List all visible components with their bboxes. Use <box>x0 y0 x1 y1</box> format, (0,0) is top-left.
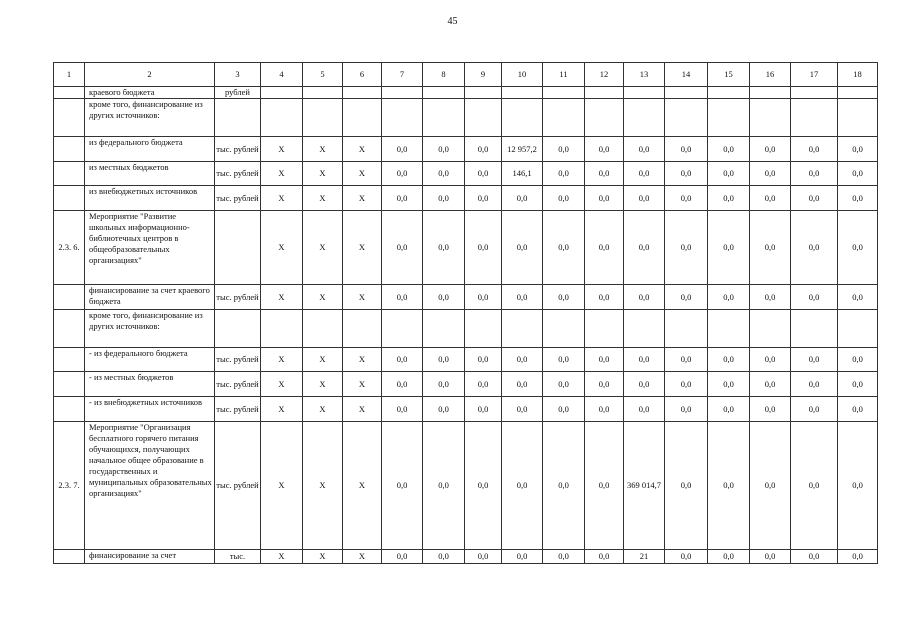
value-cell: X <box>261 372 303 397</box>
value-cell <box>750 99 791 137</box>
value-cell: 0,0 <box>708 397 750 422</box>
value-cell <box>585 99 624 137</box>
value-cell: X <box>261 422 303 550</box>
value-cell: X <box>303 550 343 564</box>
row-number-cell <box>54 137 85 162</box>
value-cell: 0,0 <box>750 372 791 397</box>
value-cell <box>585 310 624 348</box>
header-cell: 18 <box>838 63 878 87</box>
value-cell <box>343 310 382 348</box>
value-cell <box>423 310 465 348</box>
value-cell: 12 957,2 <box>502 137 543 162</box>
row-name-cell: кроме того, финансирование из других источников: <box>85 99 215 137</box>
page-number: 45 <box>447 16 458 27</box>
value-cell: 0,0 <box>382 348 423 372</box>
value-cell: 0,0 <box>708 550 750 564</box>
value-cell: X <box>343 550 382 564</box>
value-cell: 0,0 <box>624 372 665 397</box>
value-cell: 0,0 <box>624 137 665 162</box>
header-cell: 13 <box>624 63 665 87</box>
header-cell: 12 <box>585 63 624 87</box>
value-cell <box>261 87 303 99</box>
value-cell: 0,0 <box>665 137 708 162</box>
value-cell <box>382 87 423 99</box>
value-cell: 0,0 <box>750 137 791 162</box>
value-cell: 0,0 <box>585 162 624 186</box>
value-cell: 0,0 <box>382 372 423 397</box>
row-unit-cell: тыс. рублей <box>215 285 261 310</box>
value-cell <box>303 99 343 137</box>
header-cell: 14 <box>665 63 708 87</box>
value-cell: 0,0 <box>750 186 791 211</box>
row-unit-cell <box>215 99 261 137</box>
value-cell: X <box>261 186 303 211</box>
value-cell: 0,0 <box>791 137 838 162</box>
value-cell: 0,0 <box>502 348 543 372</box>
value-cell: 0,0 <box>791 372 838 397</box>
value-cell: 0,0 <box>543 285 585 310</box>
header-cell: 8 <box>423 63 465 87</box>
value-cell: X <box>261 397 303 422</box>
value-cell <box>303 310 343 348</box>
row-number-cell: 2.3. 7. <box>54 422 85 550</box>
value-cell: 0,0 <box>838 422 878 550</box>
value-cell: X <box>303 372 343 397</box>
row-name-cell: - из местных бюджетов <box>85 372 215 397</box>
value-cell: 0,0 <box>665 372 708 397</box>
value-cell: 0,0 <box>423 285 465 310</box>
row-number-cell: 2.3. 6. <box>54 211 85 285</box>
value-cell: 0,0 <box>465 372 502 397</box>
row-name-cell: Мероприятие "Развитие школьных информационно-библиотечных центров в общеобразовательных организациях" <box>85 211 215 285</box>
table-row <box>54 186 878 211</box>
value-cell: 0,0 <box>585 397 624 422</box>
value-cell: 0,0 <box>708 137 750 162</box>
value-cell: X <box>303 162 343 186</box>
value-cell: 0,0 <box>838 162 878 186</box>
value-cell: 0,0 <box>465 186 502 211</box>
value-cell <box>838 310 878 348</box>
value-cell: 0,0 <box>502 186 543 211</box>
value-cell: 0,0 <box>465 162 502 186</box>
value-cell: 0,0 <box>624 211 665 285</box>
value-cell <box>708 87 750 99</box>
value-cell: 0,0 <box>708 162 750 186</box>
value-cell: 0,0 <box>791 550 838 564</box>
value-cell <box>665 310 708 348</box>
row-unit-cell: тыс. рублей <box>215 137 261 162</box>
value-cell: 0,0 <box>423 348 465 372</box>
value-cell: 0,0 <box>791 285 838 310</box>
header-cell: 15 <box>708 63 750 87</box>
value-cell: 0,0 <box>382 211 423 285</box>
value-cell <box>665 87 708 99</box>
row-unit-cell: тыс. рублей <box>215 348 261 372</box>
value-cell: 0,0 <box>750 422 791 550</box>
value-cell <box>543 310 585 348</box>
header-cell: 1 <box>54 63 85 87</box>
value-cell <box>708 310 750 348</box>
value-cell: 0,0 <box>708 285 750 310</box>
table-row <box>54 310 878 348</box>
value-cell: 0,0 <box>838 285 878 310</box>
row-number-cell <box>54 285 85 310</box>
value-cell <box>465 310 502 348</box>
value-cell: 0,0 <box>423 162 465 186</box>
value-cell: 0,0 <box>502 211 543 285</box>
header-cell: 9 <box>465 63 502 87</box>
row-name-cell: краевого бюджета <box>85 87 215 99</box>
value-cell: 21 <box>624 550 665 564</box>
value-cell: 0,0 <box>465 285 502 310</box>
value-cell <box>343 99 382 137</box>
value-cell: 0,0 <box>585 211 624 285</box>
table-row <box>54 211 878 285</box>
row-unit-cell: рублей <box>215 87 261 99</box>
header-cell: 10 <box>502 63 543 87</box>
row-number-cell <box>54 397 85 422</box>
value-cell: 0,0 <box>791 186 838 211</box>
value-cell: 0,0 <box>423 397 465 422</box>
value-cell <box>343 87 382 99</box>
value-cell: 0,0 <box>708 372 750 397</box>
value-cell: X <box>303 211 343 285</box>
value-cell: 0,0 <box>665 211 708 285</box>
value-cell: 0,0 <box>543 137 585 162</box>
value-cell: 0,0 <box>585 422 624 550</box>
value-cell: X <box>303 137 343 162</box>
value-cell: 0,0 <box>585 372 624 397</box>
value-cell: X <box>261 550 303 564</box>
value-cell: X <box>261 348 303 372</box>
value-cell: 0,0 <box>665 285 708 310</box>
value-cell: 0,0 <box>423 211 465 285</box>
row-name-cell: кроме того, финансирование из других источников: <box>85 310 215 348</box>
value-cell: 0,0 <box>750 397 791 422</box>
row-unit-cell: тыс. рублей <box>215 397 261 422</box>
row-unit-cell: тыс. рублей <box>215 162 261 186</box>
table-row <box>54 550 878 564</box>
value-cell: X <box>261 285 303 310</box>
value-cell: 0,0 <box>585 285 624 310</box>
row-number-cell <box>54 372 85 397</box>
value-cell <box>543 87 585 99</box>
row-name-cell: из внебюджетных источников <box>85 186 215 211</box>
value-cell: 0,0 <box>502 372 543 397</box>
value-cell: X <box>343 137 382 162</box>
value-cell: X <box>343 422 382 550</box>
value-cell <box>465 99 502 137</box>
value-cell: 0,0 <box>791 211 838 285</box>
value-cell <box>261 310 303 348</box>
value-cell <box>502 310 543 348</box>
value-cell: 0,0 <box>791 162 838 186</box>
row-unit-cell: тыс. рублей <box>215 372 261 397</box>
value-cell: X <box>261 211 303 285</box>
value-cell: 0,0 <box>750 285 791 310</box>
value-cell: 0,0 <box>750 162 791 186</box>
value-cell <box>750 87 791 99</box>
value-cell: 369 014,7 <box>624 422 665 550</box>
value-cell: 0,0 <box>838 550 878 564</box>
value-cell <box>382 99 423 137</box>
table-row <box>54 422 878 550</box>
value-cell: 0,0 <box>543 348 585 372</box>
value-cell: 0,0 <box>838 372 878 397</box>
table-row <box>54 99 878 137</box>
value-cell: 0,0 <box>791 397 838 422</box>
value-cell <box>838 87 878 99</box>
value-cell: X <box>343 186 382 211</box>
row-name-cell: - из внебюджетных источников <box>85 397 215 422</box>
value-cell: 0,0 <box>423 137 465 162</box>
table-row <box>54 285 878 310</box>
header-cell: 7 <box>382 63 423 87</box>
table-row <box>54 162 878 186</box>
value-cell: 0,0 <box>624 397 665 422</box>
value-cell: 0,0 <box>838 211 878 285</box>
value-cell <box>791 310 838 348</box>
value-cell: 0,0 <box>465 422 502 550</box>
value-cell <box>838 99 878 137</box>
value-cell: X <box>343 162 382 186</box>
row-number-cell <box>54 348 85 372</box>
row-unit-cell: тыс. рублей <box>215 422 261 550</box>
value-cell: 0,0 <box>624 162 665 186</box>
value-cell: 0,0 <box>624 348 665 372</box>
value-cell <box>791 87 838 99</box>
header-cell: 4 <box>261 63 303 87</box>
value-cell: 0,0 <box>465 397 502 422</box>
value-cell: 0,0 <box>665 348 708 372</box>
row-name-cell: финансирование за счет краевого бюджета <box>85 285 215 310</box>
value-cell <box>750 310 791 348</box>
value-cell: 0,0 <box>502 422 543 550</box>
value-cell: 0,0 <box>382 162 423 186</box>
value-cell <box>423 99 465 137</box>
row-name-cell: из федерального бюджета <box>85 137 215 162</box>
value-cell: 0,0 <box>750 211 791 285</box>
value-cell: 0,0 <box>708 422 750 550</box>
row-name-cell: финансирование за счет <box>85 550 215 564</box>
value-cell <box>791 99 838 137</box>
value-cell <box>624 87 665 99</box>
value-cell: 0,0 <box>543 397 585 422</box>
value-cell: 0,0 <box>382 422 423 550</box>
value-cell: X <box>303 285 343 310</box>
value-cell: 0,0 <box>585 550 624 564</box>
value-cell <box>502 99 543 137</box>
row-number-cell <box>54 186 85 211</box>
value-cell: 0,0 <box>423 422 465 550</box>
value-cell: X <box>303 186 343 211</box>
table-row <box>54 397 878 422</box>
value-cell: 0,0 <box>543 211 585 285</box>
row-unit-cell <box>215 310 261 348</box>
value-cell: 0,0 <box>423 372 465 397</box>
value-cell: 0,0 <box>382 550 423 564</box>
row-number-cell <box>54 310 85 348</box>
value-cell: 0,0 <box>665 162 708 186</box>
value-cell <box>261 99 303 137</box>
value-cell: X <box>343 285 382 310</box>
row-name-cell: - из федерального бюджета <box>85 348 215 372</box>
value-cell: 146,1 <box>502 162 543 186</box>
value-cell: X <box>303 348 343 372</box>
value-cell: 0,0 <box>750 348 791 372</box>
header-cell: 3 <box>215 63 261 87</box>
value-cell: 0,0 <box>750 550 791 564</box>
table-row <box>54 348 878 372</box>
value-cell: 0,0 <box>585 137 624 162</box>
header-cell: 17 <box>791 63 838 87</box>
row-number-cell <box>54 550 85 564</box>
value-cell: X <box>343 211 382 285</box>
value-cell: 0,0 <box>423 186 465 211</box>
value-cell <box>465 87 502 99</box>
row-number-cell <box>54 162 85 186</box>
value-cell: 0,0 <box>382 137 423 162</box>
value-cell: 0,0 <box>791 422 838 550</box>
header-cell: 2 <box>85 63 215 87</box>
value-cell <box>665 99 708 137</box>
value-cell: 0,0 <box>665 422 708 550</box>
value-cell: 0,0 <box>708 348 750 372</box>
value-cell: 0,0 <box>624 285 665 310</box>
value-cell <box>423 87 465 99</box>
value-cell: 0,0 <box>585 348 624 372</box>
value-cell <box>708 99 750 137</box>
value-cell: 0,0 <box>465 137 502 162</box>
table-row <box>54 372 878 397</box>
value-cell: X <box>303 397 343 422</box>
header-cell: 16 <box>750 63 791 87</box>
value-cell <box>303 87 343 99</box>
table-row <box>54 137 878 162</box>
table-header-row <box>54 63 878 87</box>
value-cell: X <box>343 348 382 372</box>
row-name-cell: Мероприятие "Организация бесплатного горячего питания обучающихся, получающих начальное общее образование в государственных и муниципальных образовательных организациях" <box>85 422 215 550</box>
value-cell: 0,0 <box>543 372 585 397</box>
row-unit-cell: тыс. рублей <box>215 186 261 211</box>
value-cell: 0,0 <box>665 550 708 564</box>
value-cell <box>502 87 543 99</box>
value-cell: 0,0 <box>665 186 708 211</box>
header-cell: 11 <box>543 63 585 87</box>
value-cell: 0,0 <box>382 186 423 211</box>
budget-table <box>53 62 878 564</box>
value-cell: 0,0 <box>382 285 423 310</box>
row-number-cell <box>54 87 85 99</box>
value-cell: 0,0 <box>502 397 543 422</box>
value-cell: 0,0 <box>791 348 838 372</box>
value-cell: 0,0 <box>585 186 624 211</box>
header-cell: 5 <box>303 63 343 87</box>
value-cell: 0,0 <box>543 162 585 186</box>
value-cell: 0,0 <box>465 348 502 372</box>
value-cell: 0,0 <box>465 550 502 564</box>
value-cell: X <box>343 372 382 397</box>
value-cell: 0,0 <box>382 397 423 422</box>
row-unit-cell: тыс. <box>215 550 261 564</box>
row-number-cell <box>54 99 85 137</box>
table-row <box>54 87 878 99</box>
value-cell: 0,0 <box>838 397 878 422</box>
value-cell: X <box>343 397 382 422</box>
value-cell: 0,0 <box>543 422 585 550</box>
value-cell: 0,0 <box>423 550 465 564</box>
value-cell: 0,0 <box>708 186 750 211</box>
value-cell: 0,0 <box>543 186 585 211</box>
value-cell: 0,0 <box>624 186 665 211</box>
value-cell: 0,0 <box>838 137 878 162</box>
header-cell: 6 <box>343 63 382 87</box>
value-cell: 0,0 <box>465 211 502 285</box>
value-cell: 0,0 <box>543 550 585 564</box>
value-cell: X <box>303 422 343 550</box>
value-cell: 0,0 <box>838 348 878 372</box>
value-cell: X <box>261 162 303 186</box>
row-name-cell: из местных бюджетов <box>85 162 215 186</box>
value-cell <box>624 310 665 348</box>
value-cell: 0,0 <box>502 285 543 310</box>
value-cell: 0,0 <box>665 397 708 422</box>
value-cell <box>624 99 665 137</box>
value-cell: X <box>261 137 303 162</box>
value-cell: 0,0 <box>838 186 878 211</box>
row-unit-cell <box>215 211 261 285</box>
value-cell <box>543 99 585 137</box>
value-cell <box>382 310 423 348</box>
value-cell <box>585 87 624 99</box>
value-cell: 0,0 <box>502 550 543 564</box>
value-cell: 0,0 <box>708 211 750 285</box>
